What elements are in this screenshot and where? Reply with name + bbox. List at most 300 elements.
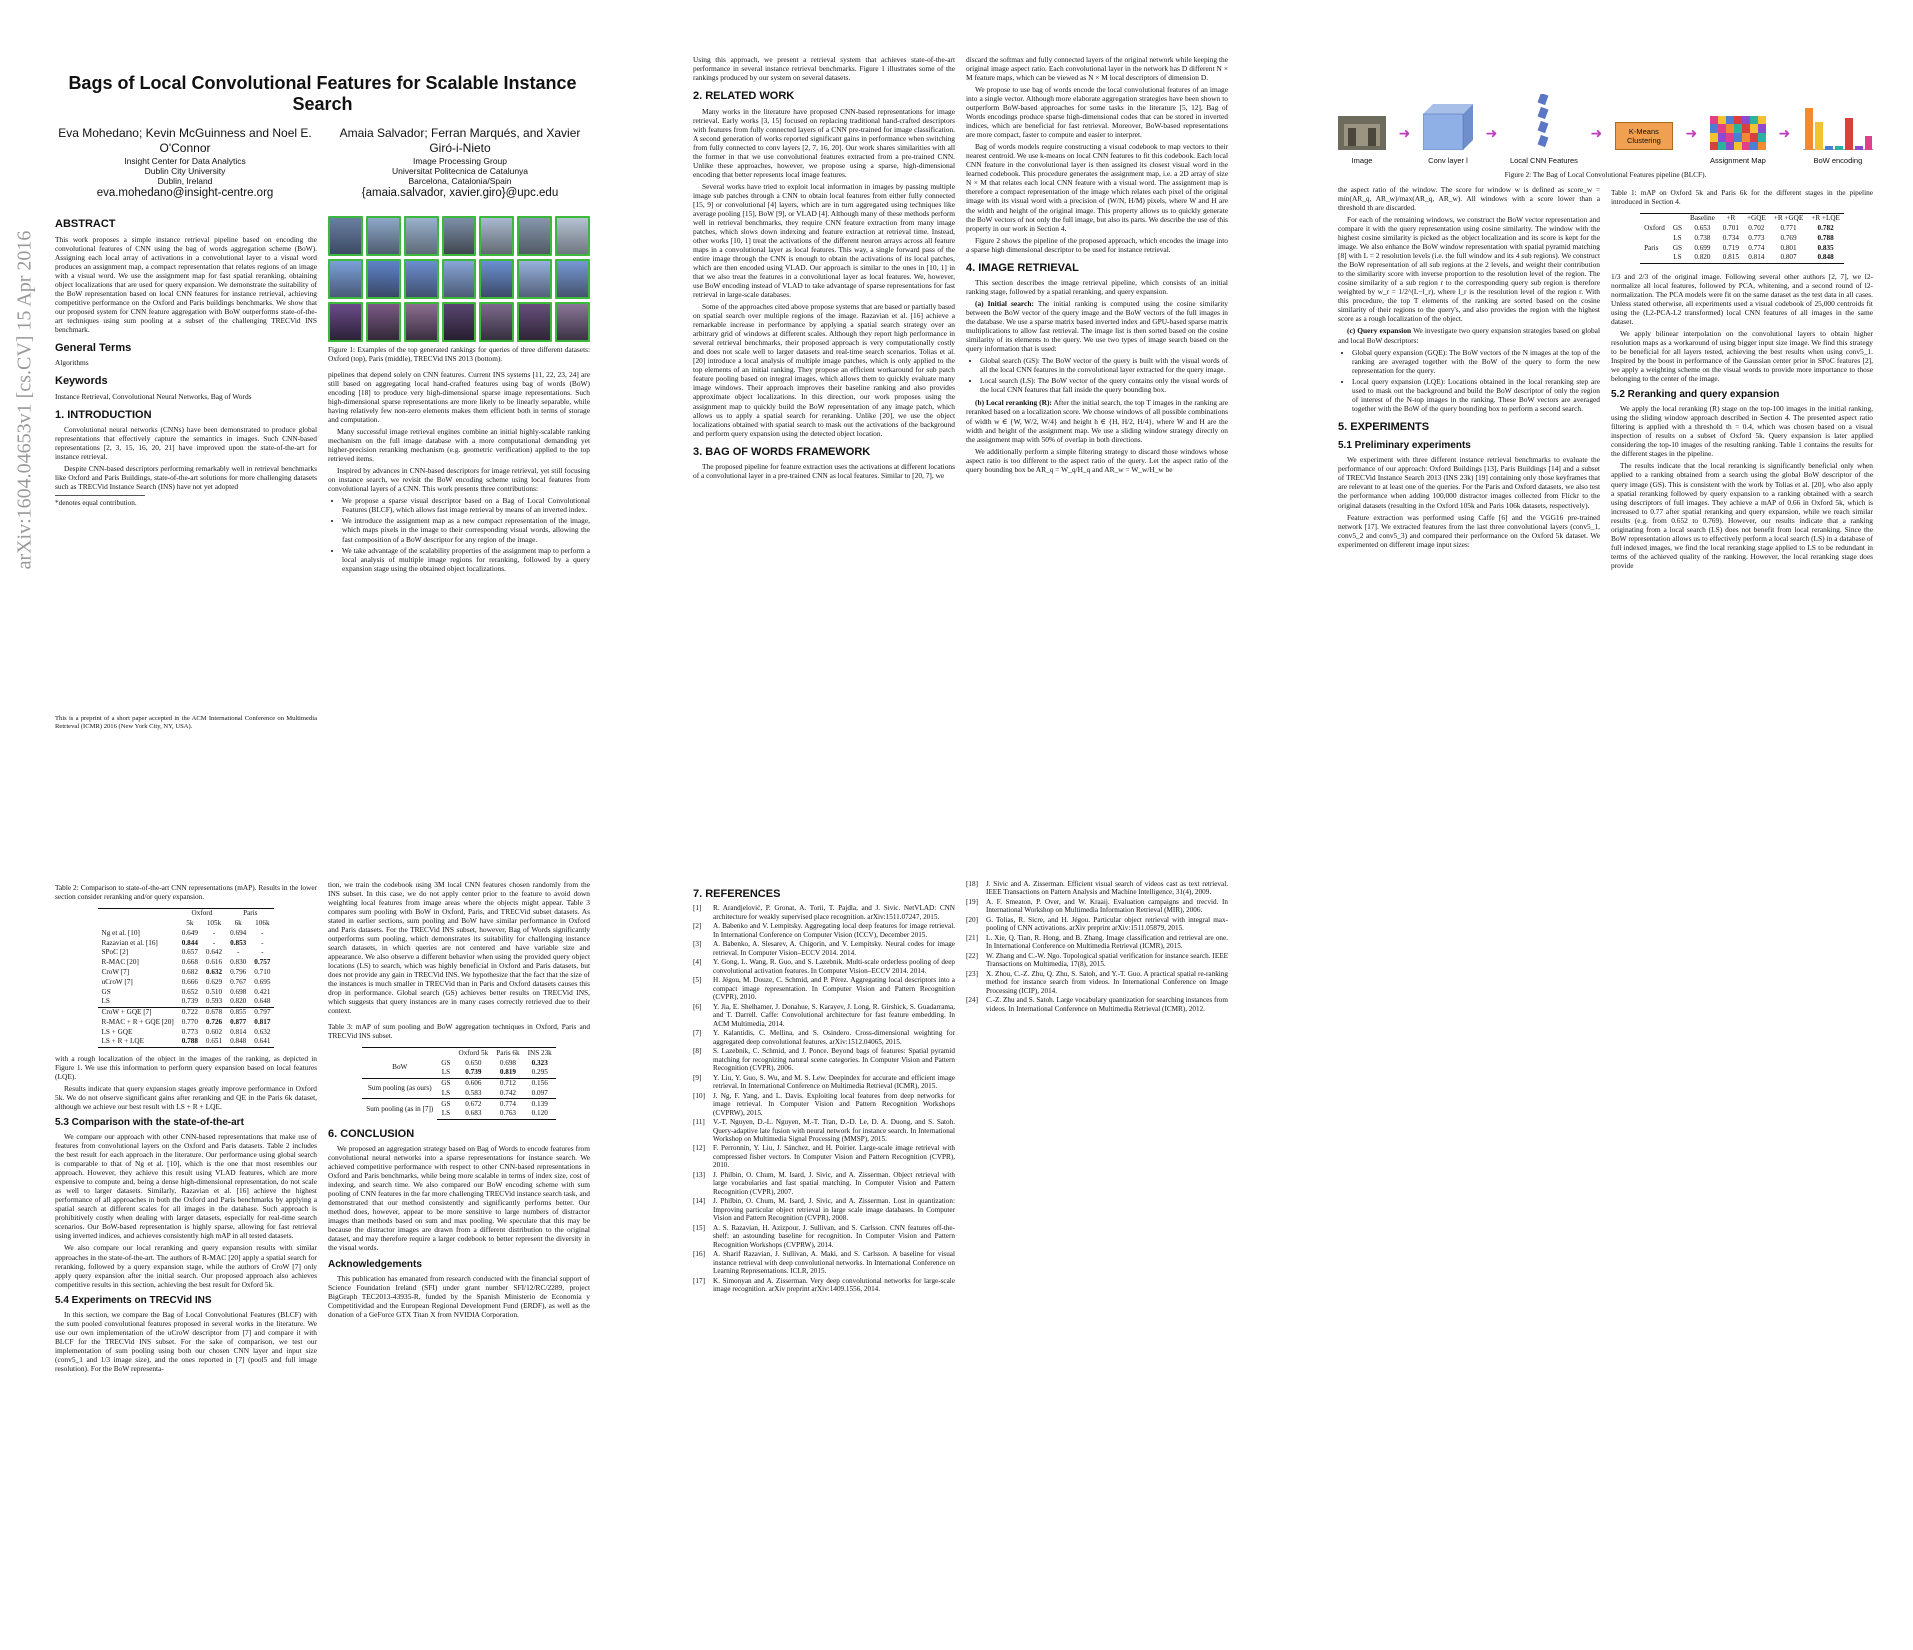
reference-item xyxy=(693,1277,955,1294)
author-names: Eva Mohedano; Kevin McGuinness and Noel E. O'Connor xyxy=(58,126,312,155)
table-header-cell xyxy=(1669,213,1686,223)
general-terms-text: Algorithms xyxy=(55,358,89,368)
arrow-right-icon: ➜ xyxy=(1778,126,1791,142)
arrow-right-icon: ➜ xyxy=(1485,126,1498,142)
body-paragraph: Results indicate that query expansion stages greatly improve performance in Oxford 5k. We do not observe significant gains after reranking and QE in the Paris 6k dataset, although we achieve our best result with LS + R + LQE. xyxy=(55,1083,317,1111)
reference-item xyxy=(693,1144,955,1169)
reference-number: [4] xyxy=(693,958,702,967)
table-cell: 0.616 xyxy=(205,958,223,967)
body-paragraph: This publication has emanated from research conducted with the financial support of Science Foundation Ireland (SFI) under grant number SFI/12/RC/2289, project BigGraph TEC2013-43935-R, funded by the Spanish Ministerio de Economía y Competitividad and the European Regional Development Fund (ERDF), as well as the donation of a GeForce GTX Titan X from NVIDIA Corporation. xyxy=(328,1273,590,1319)
result-thumbnail xyxy=(517,302,552,342)
table-row xyxy=(98,977,275,987)
page-1 xyxy=(55,55,590,735)
reference-number: [19] xyxy=(966,897,978,906)
table-row xyxy=(1640,233,1844,243)
table-cell: LS xyxy=(1669,253,1686,263)
table3 xyxy=(362,1047,556,1119)
table-cell: 0.156 xyxy=(524,1078,556,1088)
table-cell: 0.694 xyxy=(230,928,247,937)
page2-left-column xyxy=(693,55,955,483)
table-cell: 0.830 xyxy=(230,958,247,967)
table-header-cell: +R +LQE xyxy=(1807,213,1844,223)
result-thumbnail xyxy=(555,259,590,299)
table-cell: 0.807 xyxy=(1770,253,1807,263)
paragraph-text: The initial ranking is computed using the cosine similarity between the BoW vector of the query image and the BoW vectors of the full images in the database. We use a sparse matrix based inverted index and GPU-based sparse matrix multiplications to allow fast retrieval. The image list is then sorted based on the cosine similarity of its elements to the query. We use two types of image search based on the query information that is used: xyxy=(966,299,1228,354)
reference-number: [11] xyxy=(693,1118,705,1127)
table-row xyxy=(98,987,275,997)
reference-text: J. Ng, F. Yang, and L. Davis. Exploiting local features from deep networks for image retrieval. In Computer Vision and Pattern Recognition Workshops (CVPRW), 2015. xyxy=(713,1091,955,1117)
reference-text: H. Jégou, M. Douze, C. Schmid, and P. Pérez. Aggregating local descriptors into a compact image representation. In Computer Vision and Pattern Recognition (CVPR), 2010. xyxy=(713,976,955,1002)
table-header-cell: Oxford 5k xyxy=(455,1048,493,1058)
reference-item xyxy=(966,970,1228,995)
reference-text: X. Zhou, C.-Z. Zhu, Q. Zhu, S. Satoh, and Y.-T. Guo. A practical spatial re-ranking method for instance search from videos. In International Conference on Image Processing (ICIP), 2014. xyxy=(986,969,1228,995)
body-paragraph xyxy=(966,398,1228,443)
table-cell: 0.877 xyxy=(230,1017,247,1026)
figure1-image-grid xyxy=(328,216,590,342)
stage-label: BoW encoding xyxy=(1813,155,1863,165)
reference-number: [7] xyxy=(693,1029,702,1038)
table-cell: 0.710 xyxy=(254,967,271,976)
table1 xyxy=(1640,213,1844,264)
reference-text: A. Babenko, A. Slesarev, A. Chigorin, and V. Lempitsky. Neural codes for image retrieval. In Computer Vision–ECCV 2014. 2014. xyxy=(713,940,955,957)
table-cell: 0.815 xyxy=(1719,253,1743,263)
page5-right-column xyxy=(966,880,1228,1014)
table-cell: Oxford xyxy=(1644,224,1665,233)
table-header-cell: Paris 6k xyxy=(492,1048,523,1058)
body-paragraph: discard the softmax and fully connected layers of the original network while keeping the original image aspect ratio. Each convolutional layer in the network has D different N × M feature maps, which can be viewed as N × M local descriptors of dimension D. xyxy=(966,55,1228,83)
table-cell: LS xyxy=(1673,233,1682,242)
body-paragraph: We apply bilinear interpolation on the convolutional layers to obtain higher resolution maps as a workaround of using bigger input size image. We find this strategy to be beneficial for all layers tested, achieving the best results when using conv5_1. Inspired by the boost in performance of the Gaussian center prior in SPoC features [2], we apply a weighting scheme on the visual words to provide more importance to those belonging to the center of the image. xyxy=(1611,328,1873,384)
author-email[interactable]: eva.mohedano@insight-centre.org xyxy=(96,187,274,200)
result-thumbnail xyxy=(366,302,401,342)
table-cell: - xyxy=(212,938,216,947)
intro-paragraph: Many successful image retrieval engines combine an initial highly-scalable ranking mechanism on the full image database with a more computational demanding yet higher-precision reranking mechanism (e.g. geometric verification) applied to the top retrieved items. xyxy=(328,427,590,464)
table2-caption: Table 2: Comparison to state-of-the-art CNN representations (mAP). Results in the lower section consider reranking and/or query expansion. xyxy=(55,883,317,901)
reference-number: [8] xyxy=(693,1047,702,1056)
figure2-caption: Figure 2: The Bag of Local Convolutional Features pipeline (BLCF). xyxy=(1504,170,1707,179)
reference-text: G. Tolias, R. Sicre, and H. Jégou. Particular object retrieval with integral max-pooling of CNN activations. arXiv preprint arXiv:1511.05879, 2015. xyxy=(986,915,1228,933)
histogram-icon xyxy=(1803,100,1873,150)
result-thumbnail xyxy=(366,259,401,299)
body-paragraph xyxy=(966,299,1228,353)
reference-item xyxy=(693,1047,955,1072)
table-cell: 0.701 xyxy=(1722,224,1739,233)
table-cell: 0.712 xyxy=(492,1078,523,1088)
table-cell: LS + R + LQE xyxy=(98,1037,178,1047)
table-cell: CroW [7] xyxy=(101,967,130,976)
figure1-caption: Figure 1: Examples of the top generated rankings for queries of three different datasets: Oxford (top), Paris (middle), TRECVid INS 2013 (bottom). xyxy=(328,345,590,364)
table-row xyxy=(98,908,275,918)
table-row xyxy=(362,1099,556,1109)
table-cell xyxy=(1640,233,1669,243)
stage-label: Assignment Map xyxy=(1709,155,1766,165)
table-cell: 0.668 xyxy=(181,958,198,967)
intro-paragraph: pipelines that depend solely on CNN features. Current INS systems [11, 22, 23, 24] are still based on aggregating local hand-crafted features using bag of words (BoW) encoding [18] to produce very high-dimensional sparse image representations. Such high-dimensional sparse representations are more likely to be linearly separable, while having relatively few non-zero elements makes them efficient both in terms of storage and computation. xyxy=(328,369,590,425)
list-item: • Local search (LS): The BoW vector of the query contains only the visual words of the local CNN features that fall inside the query bounding box. xyxy=(980,376,1228,394)
reference-item xyxy=(693,958,955,975)
reference-item xyxy=(693,1224,955,1249)
page4-left-column xyxy=(55,880,317,1376)
table-cell: 0.788 xyxy=(178,1037,202,1047)
table-row xyxy=(362,1048,556,1058)
reference-item xyxy=(693,1250,955,1275)
body-paragraph: the aspect ratio of the window. The score for window w is defined as score_w = min(AR_q, AR_w)/max(AR_q, AR_w). All windows with a score lower than a threshold th are discarded. xyxy=(1338,185,1600,213)
references-heading: 7. REFERENCES xyxy=(693,888,781,900)
body-paragraph: Bag of words models require constructing a visual codebook to map vectors to their nearest centroid. We use k-means on local CNN features to fit this codebook. Each local CNN feature in the convolutional layer is then assigned its closest visual word in the learned codebook. This procedure generates the assignment map, i.e. a 2D array of size N × M that relates each local CNN feature with a visual word. The assignment map is therefore a compact representation of the image which relates each pixel of the original image with its visual word with a precision of (W/N, H/M) pixels, where W and H are the width and height of the original image. This property allows us to quickly generate the BoW vectors of not only the full image, but also its parts. We describe the use of this property in our work in Section 4. xyxy=(966,142,1228,233)
table-cell: 0.734 xyxy=(1722,233,1739,242)
body-paragraph: We compare our approach with other CNN-based representations that make use of features from convolutional layers on the Oxford and Paris datasets. Table 2 includes the best result for each approach in the literature. Our performance using global search is comparable to that of Ng et al. [10], which is the one that most resembles our approach. However, they achieve this result using VLAD features, which are more expensive to compute and, being a dense high-dimensional representation, do not scale as well to larger datasets. Similarly, Razavian et al. [16] achieve the highest performance of all approaches in both the Oxford and Paris benchmarks by applying a spatial search at different scales for all images in the database. Such approach is prohibitively costly when dealing with larger datasets, especially for real-time search scenarios. Our BoW-based representation is highly sparse, allowing for fast retrieval using inverted indices, and achieves consistently high mAP in all tested datasets. xyxy=(55,1132,317,1241)
table-row xyxy=(98,938,275,948)
body-paragraph: Using this approach, we present a retrieval system that achieves state-of-the-art performance in several instance retrieval benchmarks. Figure 1 illustrates some of the rankings produced by our system on several datasets. xyxy=(693,55,955,83)
table-row xyxy=(362,1058,556,1068)
table-header-cell: 6k xyxy=(234,919,242,928)
figure2-pipeline xyxy=(1338,85,1873,165)
result-thumbnail xyxy=(479,302,514,342)
run-in-heading: (c) Query expansion xyxy=(1347,326,1412,336)
table-cell: 0.641 xyxy=(250,1037,274,1047)
reference-text: J. Philbin, O. Chum, M. Isard, J. Sivic, and A. Zisserman. Lost in quantization: Improving particular object retrieval in large scale image databases. In Computer Vision and Pattern Recognition (CVPR), 2008. xyxy=(713,1197,955,1223)
stage-label: Conv layer l xyxy=(1428,155,1468,165)
list-item: • Global search (GS): The BoW vector of the query is built with the visual words of all the local CNN features in the convolutional layer extracted for the query image. xyxy=(980,356,1228,374)
result-thumbnail xyxy=(555,302,590,342)
reference-item xyxy=(693,904,955,921)
list-item: • We take advantage of the scalability properties of the assignment map to perform a local analysis of multiple image regions for reranking, followed by a query expansion stage using the obtained object localizations. xyxy=(342,546,590,573)
table-cell: LS xyxy=(441,1088,451,1097)
body-paragraph: We proposed an aggregation strategy based on Bag of Words to encode features from convolutional neural networks into a sparse representations for instance search. We achieved competitive performance with respect to other CNN-based representations in Oxford and Paris benchmarks, while being more scalable in terms of index size, cost of indexing, and search time. We also compared our BoW encoding scheme with sum pooling of CNN features in the far more challenging TRECVid instance search task, and demonstrated that our method consistently and significantly performs better. Our method does, however, appear to be more sensitive to large numbers of distractor images than methods based on sum and max pooling. We speculate that this may be because the distractor images are drawn from a different distribution to the original dataset, and may therefore require a larger codebook to better represent the diversity in the visual words. xyxy=(328,1144,590,1253)
body-paragraph: We experiment with three different instance retrieval benchmarks to evaluate the performance of our approach: Oxford Buildings [13], Paris Buildings [14] and a subset of TRECVid Instance Search 2013 (INS 23k) [19] containing only those keyframes that are relevant to at least one of the queries. For the Paris and Oxford datasets, we also test the performance when adding 100,000 distractor images collected from Flickr to the original datasets (resulting in the Oxford 105k and Paris 106k datasets, respectively). xyxy=(1338,455,1600,510)
table-cell: 0.120 xyxy=(524,1109,556,1119)
table-cell: 0.593 xyxy=(205,997,223,1006)
table-cell: 0.773 xyxy=(181,1027,198,1036)
table-cell: LS xyxy=(437,1109,454,1119)
table-cell: CroW + GQE [7] xyxy=(98,1007,178,1017)
page5-left-column xyxy=(693,880,955,1295)
table-cell: 0.632 xyxy=(205,967,223,976)
result-thumbnail xyxy=(328,259,363,299)
table-cell: - xyxy=(261,948,264,957)
reference-number: [6] xyxy=(693,1002,702,1011)
author-email[interactable]: {amaia.salvador, xavier.giro}@upc.edu xyxy=(361,187,559,200)
table-header-cell: +R xyxy=(1719,213,1743,223)
related-work-heading: 2. RELATED WORK xyxy=(693,90,795,103)
result-thumbnail xyxy=(404,259,439,299)
reference-number: [12] xyxy=(693,1144,705,1153)
feature-vectors-icon xyxy=(1533,94,1555,150)
table-cell: 0.698 xyxy=(499,1058,517,1067)
list-item: • Global query expansion (GQE): The BoW vectors of the N images at the top of the ranking are averaged together with the BoW of the query to form the new representation for the query. xyxy=(1352,348,1600,375)
table-cell: 0.819 xyxy=(499,1068,517,1077)
stage-label: Image xyxy=(1351,155,1373,165)
acknowledgements-heading: Acknowledgements xyxy=(328,1258,422,1270)
table-cell: GS xyxy=(437,1099,454,1109)
table-header-cell: Paris xyxy=(226,908,274,918)
table-cell: 0.650 xyxy=(465,1058,482,1067)
general-terms-heading: General Terms xyxy=(55,341,132,354)
reference-text: W. Zhang and C.-W. Ngo. Topological spatial verification for instance search. IEEE Transactions on Multimedia, 17(8), 2015. xyxy=(986,951,1228,969)
body-paragraph: This section describes the image retrieval pipeline, which consists of an initial ranking stage, followed by a spatial reranking, and query expansion. xyxy=(966,278,1228,297)
body-paragraph: tion, we train the codebook using 3M local CNN features chosen randomly from the INS subset. In this case, we do not apply center prior to the feature to avoid down weighting local features from image areas where the objects might appear. Table 3 compares sum pooling with BoW in Oxford, Paris, and TRECVid subset datasets. As stated in earlier sections, sum pooling and BoW have similar performance in Oxford and Paris datasets. For the TRECVid INS subset, however, Bag of Words significantly outperforms sum pooling, which demonstrates its suitability for challenging instance search datasets, in which queries are not centered and have variable size and appearance. We also observe a different behavior when using the provided query object locations (LS) to search, which was highly beneficial in Oxford and Paris datasets, but does not provide any gain in TRECVid INS. We hypothesize that the fact that the size of the instances is much smaller in TRECVid than in Paris and Oxford datasets causes this drop in performance. Global search (GS) achieves better results on TRECVid INS, which suggests that query instances are in many cases correctly retrieved due to their context. xyxy=(328,880,590,1016)
table-cell: R-MAC + R + GQE [20] xyxy=(101,1017,174,1026)
reference-item xyxy=(693,922,955,939)
table-cell: - xyxy=(261,928,264,937)
result-thumbnail xyxy=(442,302,477,342)
table-cell: 0.757 xyxy=(254,958,271,967)
table-cell: 0.648 xyxy=(254,997,271,1006)
table-cell: 0.848 xyxy=(226,1037,250,1047)
reference-number: [13] xyxy=(693,1170,705,1179)
table-cell: 0.652 xyxy=(181,987,198,996)
reference-number: [24] xyxy=(966,996,978,1005)
page-4 xyxy=(55,880,590,1600)
table-cell: - xyxy=(236,948,240,957)
result-thumbnail xyxy=(517,216,552,256)
table-cell: LS xyxy=(101,997,110,1006)
table-cell: 0.774 xyxy=(1748,243,1765,252)
affiliation: Universitat Politecnica de Catalunya xyxy=(391,165,529,176)
affiliation: Insight Center for Data Analytics xyxy=(124,155,246,166)
table-cell: 0.672 xyxy=(455,1099,493,1109)
table-row xyxy=(1640,243,1844,253)
table-cell: Sum pooling (as ours) xyxy=(362,1078,437,1099)
run-in-heading: (b) Local reranking (R): xyxy=(975,398,1052,408)
footnote: *denotes equal contribution. xyxy=(55,495,145,508)
page-5 xyxy=(693,880,1228,1600)
table-cell: SPoC [2] xyxy=(101,948,129,957)
table-row xyxy=(362,1078,556,1088)
photo-icon xyxy=(1338,116,1386,150)
table-cell: 0.820 xyxy=(1686,253,1719,263)
author-block xyxy=(55,126,590,200)
table-cell: 0.139 xyxy=(524,1099,556,1109)
table-header-cell: 5k xyxy=(186,919,194,928)
reference-text: L. Xie, Q. Tian, R. Hong, and B. Zhang. Image classification and retrieval are one. In International Conference on Multimedia Retrieval (ICMR), 2015. xyxy=(986,933,1228,951)
reference-number: [2] xyxy=(693,922,702,931)
table-cell: 0.678 xyxy=(202,1007,226,1017)
list-item: • We propose a sparse visual descriptor based on a Bag of Local Convolutional Features (BLCF), which allows fast image retrieval by means of an inverted index. xyxy=(342,496,590,514)
reference-text: A. Babenko and V. Lempitsky. Aggregating local deep features for image retrieval. In International Conference on Computer Vision (ICCV), December 2015. xyxy=(713,922,955,939)
table-cell: 0.820 xyxy=(230,997,247,1006)
author-group-2 xyxy=(330,126,590,200)
intro-paragraph: Despite CNN-based descriptors performing remarkably well in retrieval benchmarks like Oxford and Paris Buildings, state-of-the-art solutions for more challenging datasets such as TRECVid Instance Search (INS) have not yet adopted xyxy=(55,464,317,492)
table-header-cell: INS 23k xyxy=(524,1048,556,1058)
table-cell: 0.666 xyxy=(181,977,198,986)
table-cell: 0.642 xyxy=(205,948,223,957)
body-paragraph: We additionally perform a simple filtering strategy to discard those windows whose aspect ratio is too different to the aspect ratio of the query. Let the aspect ratio of the query bounding box be AR_q = W_q/H_q and AR_w = W_w/H_w be xyxy=(966,446,1228,474)
table-cell: 0.767 xyxy=(230,977,247,986)
table-cell: GS xyxy=(1672,224,1683,233)
table-cell: 0.632 xyxy=(254,1027,271,1036)
body-paragraph: Many works in the literature have proposed CNN-based representations for image retrieval. Early works [3, 15] focused on replacing traditional hand-crafted descriptors with features from fully connected layers of a CNN pre-trained for image classification. A second generation of works reported significant gains in performance when switching from fully connected to conv layers [2, 7, 16, 20]. Our work shares similarities with all the former in that we use convolutional features extracted from a pre-trained CNN. Unlike these approaches, however, we propose using a sparse, high-dimensional encoding that better represents local image features. xyxy=(693,106,955,179)
bow-heading: 3. BAG OF WORDS FRAMEWORK xyxy=(693,445,871,458)
table-cell: 0.421 xyxy=(254,987,271,996)
table-cell: 0.848 xyxy=(1807,253,1844,263)
reference-number: [14] xyxy=(693,1197,705,1206)
page-3 xyxy=(1338,55,1873,735)
subsection-heading: 5.1 Preliminary experiments xyxy=(1338,440,1471,452)
table-cell: Razavian et al. [16] xyxy=(101,938,158,947)
table-cell: 0.738 xyxy=(1694,233,1711,242)
conclusion-heading: 6. CONCLUSION xyxy=(328,1127,415,1140)
abstract-heading: ABSTRACT xyxy=(55,218,116,231)
affiliation: Dublin City University xyxy=(144,165,226,176)
reference-number: [15] xyxy=(693,1223,705,1232)
table-row xyxy=(98,928,275,938)
page1-right-column xyxy=(328,210,590,576)
table-header-cell xyxy=(437,1048,454,1058)
reference-text: Y. Gong, L. Wang, R. Guo, and S. Lazebnik. Multi-scale orderless pooling of deep convolutional activation features. In Computer Vision–ECCV 2014. 2014. xyxy=(713,958,955,975)
reference-item xyxy=(966,880,1228,897)
paragraph-text: We investigate two query expansion strategies based on global and local BoW descriptors: xyxy=(1338,326,1601,345)
table-cell: 0.606 xyxy=(455,1078,493,1088)
reference-number: [22] xyxy=(966,951,978,960)
table-cell: 0.602 xyxy=(205,1027,223,1036)
reference-number: [9] xyxy=(693,1073,702,1082)
table-cell: 0.295 xyxy=(531,1068,548,1077)
reference-item xyxy=(966,898,1228,915)
reference-text: A. F. Smeaton, P. Over, and W. Kraaij. Evaluation campaigns and trecvid. In International Workshop on Multimedia Information Retrieval (MIR), 2006. xyxy=(986,897,1228,915)
result-thumbnail xyxy=(479,259,514,299)
reference-number: [21] xyxy=(966,933,978,942)
reference-text: F. Perronnin, Y. Liu, J. Sánchez, and H. Poirier. Large-scale image retrieval with compressed fisher vectors. In Computer Vision and Pattern Recognition (CVPR), 2010. xyxy=(713,1144,955,1170)
table-cell: 0.649 xyxy=(181,928,198,937)
author-names: Amaia Salvador; Ferran Marqués, and Xavier Giró-i-Nieto xyxy=(339,126,581,155)
table-row xyxy=(98,1027,275,1037)
reference-item xyxy=(693,1118,955,1143)
reference-text: J. Philbin, O. Chum, M. Isard, J. Sivic, and A. Zisserman. Object retrieval with large vocabularies and fast spatial matching. In Computer Vision and Pattern Recognition (CVPR), 2007. xyxy=(713,1170,955,1196)
experiments-heading: 5. EXPERIMENTS xyxy=(1338,420,1430,433)
table-cell: 0.695 xyxy=(254,977,271,986)
result-thumbnail xyxy=(404,302,439,342)
table-header-cell xyxy=(98,919,178,929)
reference-text: K. Simonyan and A. Zisserman. Very deep convolutional networks for large-scale image recognition. arXiv preprint arXiv:1409.1556, 2014. xyxy=(713,1276,955,1294)
reference-text: Y. Kalantidis, C. Mellina, and S. Osindero. Cross-dimensional weighting for aggregated deep convolutional features. arXiv:1512.04065, 2015. xyxy=(713,1029,955,1046)
body-paragraph: Some of the approaches cited above propose systems that are based or partially based on spatial search over multiple regions of the image. Razavian et al. [16] achieve a remarkable increase in performance by applying a spatial search strategy over an arbitrary grid of windows at different scales. Although they report high performance in several retrieval benchmarks, their proposed approach is very computationally costly and does not scale well to larger datasets and real-time search scenarios. Tolias et al. [20] introduce a local analysis of multiple image patches, which is only applied to the top elements of an initial ranking. They propose an efficient workaround for sub patch feature pooling based on integral images, which allows them to quickly evaluate many image windows. Their approach improves their baseline ranking and also provides approximate object localizations. In this direction, our work proposes using the assignment map to quickly build the BoW representation of any image patch, which allows us to apply a spatial search for reranking. Unlike [20], we use the object localizations obtained with spatial search to mask out the activations of the background and perform query expansion using the detected object location. xyxy=(693,302,955,438)
table-cell: 0.629 xyxy=(205,977,223,986)
run-in-heading: (a) Initial search: xyxy=(975,299,1034,309)
table-cell: GS xyxy=(441,1058,451,1067)
table-cell: 0.770 xyxy=(181,1017,198,1026)
paragraph-text: After the initial search, the top T images in the ranking are reranked based on a localization score. We choose windows of all possible combinations of width w ∈ {W, W/2, W/4} and height h ∈ {H, H/2, H/4}, where W and H are the width and height of the assignment map. We use a sliding window strategy directly on the assignment map with 50% of overlap in both directions. xyxy=(966,398,1228,444)
intro-heading: 1. INTRODUCTION xyxy=(55,408,152,421)
table-cell: 0.801 xyxy=(1780,243,1797,252)
body-paragraph xyxy=(1338,326,1600,344)
table-header-cell: 105k xyxy=(206,919,222,928)
table-header-cell: +R +GQE xyxy=(1770,213,1807,223)
table-cell: 0.814 xyxy=(230,1027,247,1036)
preprint-note: This is a preprint of a short paper accepted in the ACM International Conference on Multimedia Retrieval (ICMR) 2016 (New York City, NY, USA). xyxy=(55,715,317,731)
table-row xyxy=(98,997,275,1007)
table-cell: 0.844 xyxy=(181,938,198,947)
reference-text: V.-T. Nguyen, D.-L. Nguyen, M.-T. Tran, D.-D. Le, D. A. Duong, and S. Satoh. Query-adaptive late fusion with neural network for instance search. In International Workshop on Multimedia Signal Processing (MMSP), 2015. xyxy=(713,1118,955,1143)
body-paragraph: Feature extraction was performed using Caffe [6] and the VGG16 pre-trained network [17]. We extracted features from the last three convolutional layers (conv5_1, conv5_2 and conv5_3) and compared their performance on the Oxford 5k dataset. We experimented on different image input sizes: xyxy=(1338,512,1600,549)
reference-number: [17] xyxy=(693,1276,705,1285)
reference-list xyxy=(693,904,955,1293)
reference-number: [20] xyxy=(966,915,978,924)
table-cell: 0.651 xyxy=(202,1037,226,1047)
search-type-list xyxy=(966,356,1228,394)
body-paragraph: For each of the remaining windows, we construct the BoW vector representation and compare it with the query representation using cosine similarity. The window with the highest cosine similarity is picked as the object localization and its score is kept for the image. We also enhance the BoW window representation with spatial pyramid matching [8] with L = 2 resolution levels (i.e. the full window and its 4 sub regions). We construct the BoW representation of all sub regions at the 2 levels, and weight their contribution to the similarity score with inverse proportion to the resolution level of the region. The cosine similarity of a sub region r to the corresponding query sub region is therefore weighted by w_r = 1/2^(L−l_r), where l_r is the resolution level of the region r. With this procedure, the top T elements of the ranking are sorted based on the cosine similarity of their regions to the query's, and also provides the region with the highest score as a rough localization of the object. xyxy=(1338,215,1600,324)
stage-label-spacer xyxy=(1643,156,1645,165)
body-paragraph: We propose to use bag of words encode the local convolutional features of an image into a single vector. Although more elaborate aggregation strategies have been shown to outperform BoW-based approaches for some tasks in the literature [5, 12], Bag of Words encodings produce sparse high-dimensional codes that can be stored in inverted indices, which are beneficial for fast retrieval. Moreover, BoW-based representations are more compact, faster to compute and easier to interpret. xyxy=(966,85,1228,140)
pipeline-stage xyxy=(1803,100,1873,165)
table-cell: 0.817 xyxy=(254,1017,271,1026)
intro-paragraph: Convolutional neural networks (CNNs) have been demonstrated to produce global representations that effectively capture the semantics in images. Such CNN-based representations [2, 3, 15, 16, 20, 21] have improved upon the state-of-the-art for instance retrieval. xyxy=(55,425,317,462)
arxiv-stamp: arXiv:1604.04653v1 [cs.CV] 15 Apr 2016 xyxy=(13,230,36,570)
reference-number: [1] xyxy=(693,904,702,913)
table-row xyxy=(1640,224,1844,234)
table-cell: 0.855 xyxy=(226,1007,250,1017)
body-paragraph: Several works have tried to exploit local information in images by passing multiple image sub patches through a CNN to obtain local features from either fully connected [15, 9] or convolutional [4] layers, which are in turn aggregated using techniques like average pooling [15], BoW [9], or VLAD [4]. Although many of these methods perform well in retrieval benchmarks, they require CNN feature extraction from many image patches, which slows down indexing and feature extraction at retrieval time. Instead, other works [10, 1] treat the activations of the different neuron arrays across all feature maps in a convolutional layer as local features. This way, a single forward pass of the entire image through the CNN is enough to obtain the activations of its local patches, which are then encoded using VLAD. Our approach is similar to the ones in [10, 1] in that we also treat the features in a convolutional layer as local features. We, however, use BoW encoding instead of VLAD to take advantage of sparse representations for fast retrieval in large-scale databases. xyxy=(693,181,955,300)
table-cell: 0.722 xyxy=(178,1007,202,1017)
table-cell xyxy=(1640,253,1669,263)
reference-text: Y. Jia, E. Shelhamer, J. Donahue, S. Karayev, J. Long, R. Girshick, S. Guadarrama, and T. Darrell. Caffe: Convolutional architecture for fast feature embedding. In ACM Multimedia, 2014. xyxy=(713,1002,955,1028)
table-cell: R-MAC [20] xyxy=(101,958,139,967)
reference-text: S. Lazebnik, C. Schmid, and J. Ponce. Beyond bags of features: Spatial pyramid matching for recognizing natural scene categories. In Computer Vision and Pattern Recognition (CVPR), 2006. xyxy=(713,1047,955,1073)
page4-right-column xyxy=(328,880,590,1322)
table-cell: GS xyxy=(437,1078,454,1088)
body-paragraph: We also compare our local reranking and query expansion results with similar approaches in the state-of-the-art. The authors of R-MAC [20] apply a spatial search for reranking, followed by a query expansion stage, while the authors of CroW [7] only apply query expansion after the initial search. Our proposed approach also achieves competitive results in this section, achieving the best result for Oxford 5k. xyxy=(55,1243,317,1289)
table-row xyxy=(98,1007,275,1017)
list-item: • We introduce the assignment map as a new compact representation of the image, which maps pixels in the image to their corresponding visual words, allowing the fast composition of a BoW descriptor for any region of the image. xyxy=(342,516,590,543)
reference-item xyxy=(693,976,955,1001)
table-cell: 0.782 xyxy=(1817,224,1834,233)
table1-caption: Table 1: mAP on Oxford 5k and Paris 6k for the different stages in the pipeline introduced in Section 4. xyxy=(1611,188,1873,206)
table-cell: 0.763 xyxy=(492,1109,523,1119)
pipeline-stage xyxy=(1423,104,1473,165)
table-cell: 0.583 xyxy=(465,1088,482,1097)
table-cell: 0.683 xyxy=(455,1109,493,1119)
author-group-1 xyxy=(55,126,315,200)
list-item: • Local query expansion (LQE): Locations obtained in the local reranking step are used to mask out the background and build the BoW descriptor of only the region of interest of the N-top images in the ranking. These BoW vectors are averaged together with the BoW of the query bounding box to perform a second search. xyxy=(1352,377,1600,413)
reference-number: [3] xyxy=(693,940,702,949)
reference-item xyxy=(693,940,955,957)
reference-text: Y. Liu, Y. Guo, S. Wu, and M. S. Lew. Deepindex for accurate and efficient image retrieval. In International Conference on Multimedia Retrieval (ICMR), 2015. xyxy=(713,1073,955,1091)
body-paragraph: In this section, we compare the Bag of Local Convolutional Features (BLCF) with the sum pooled convolutional features proposed in several works in the literature. We use our own implementation of the uCroW descriptor from [7] and compare it with BLCF for the TRECVid INS subset. For the sake of comparison, we test our implementation of sum pooling using both our chosen CNN layer and input size (conv5_1 and 1/3 image size), and the ones reported in [7] (pool5 and full image resolution). For the BoW representa- xyxy=(55,1309,317,1373)
table-cell: 0.774 xyxy=(492,1099,523,1109)
table-header-cell: Baseline xyxy=(1686,213,1719,223)
table-cell: 0.788 xyxy=(1817,233,1834,242)
table-cell: 0.771 xyxy=(1780,224,1797,233)
table-cell: 0.797 xyxy=(250,1007,274,1017)
page3-left-column xyxy=(1338,185,1600,552)
reference-item xyxy=(966,996,1228,1013)
table-row xyxy=(98,948,275,958)
table-cell: 0.698 xyxy=(230,987,247,996)
table-header-cell xyxy=(98,908,178,918)
reference-text: A. Sharif Razavian, J. Sullivan, A. Maki, and S. Carlsson. A baseline for visual instance retrieval with deep convolutional networks. In International Conference on Learning Representations. ICLR, 2015. xyxy=(713,1250,955,1276)
table-cell: 0.796 xyxy=(230,967,247,976)
table-cell: GS xyxy=(101,987,111,996)
contribution-list xyxy=(328,496,590,572)
table-header-cell: +GQE xyxy=(1743,213,1770,223)
table-cell: 0.657 xyxy=(181,948,198,957)
table-row xyxy=(98,919,275,929)
table-row xyxy=(1640,213,1844,223)
page-2 xyxy=(693,55,1228,735)
table-row xyxy=(98,1017,275,1027)
body-paragraph: We apply the local reranking (R) stage on the top-100 images in the initial ranking, using the sliding window approach described in Section 4. The presented aspect ratio filtering is applied with a threshold th = 0.4, which was chosen based on a visual inspection of results on a subset of Oxford 5k. Query expansion is later applied considering the top-10 images of the resulting ranking. Table 1 contains the results for the different stages in the pipeline. xyxy=(1611,404,1873,459)
page1-left-column xyxy=(55,210,317,731)
table-cell: 0.653 xyxy=(1694,224,1711,233)
pipeline-stage xyxy=(1338,116,1386,165)
result-thumbnail xyxy=(404,216,439,256)
table-cell: 0.835 xyxy=(1817,243,1834,252)
query-expansion-list xyxy=(1338,348,1600,413)
table-row xyxy=(98,1037,275,1047)
subsection-heading: 5.4 Experiments on TRECVid INS xyxy=(55,1294,212,1306)
result-thumbnail xyxy=(328,216,363,256)
reference-list xyxy=(966,880,1228,1013)
